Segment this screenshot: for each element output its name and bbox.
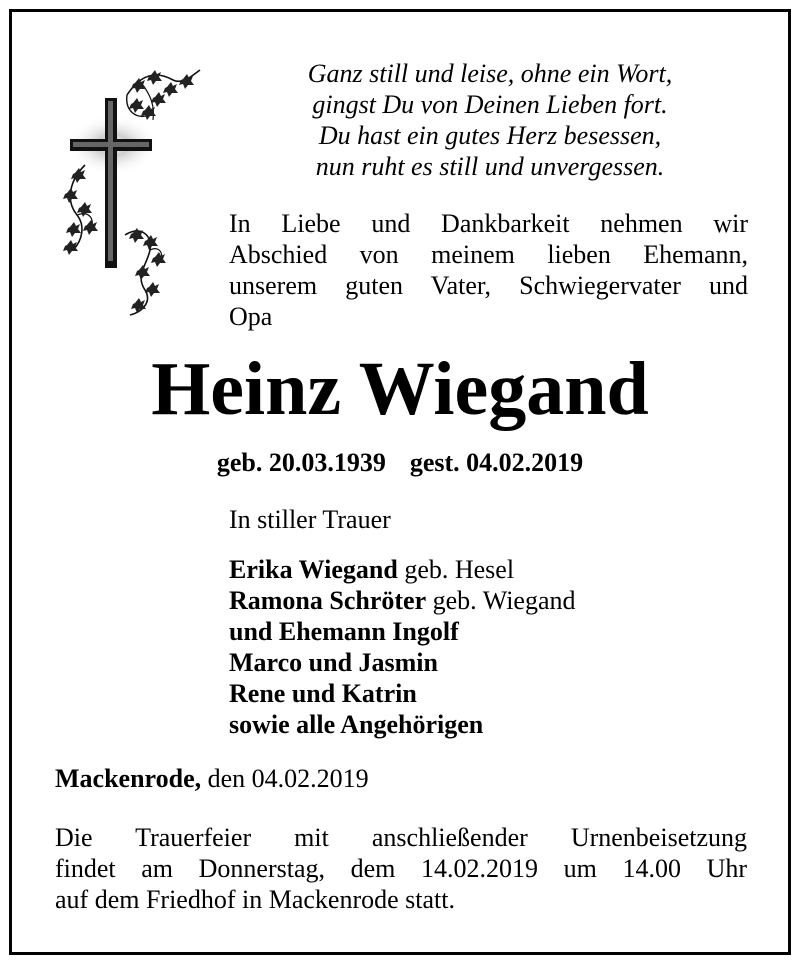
mourner-row — [229, 709, 576, 740]
poem-line: Du hast ein gutes Herz besessen, — [318, 121, 662, 150]
place-date-text: den 04.02.2019 — [201, 764, 369, 793]
death-date: gest. 04.02.2019 — [409, 448, 584, 477]
mourner-name: sowie alle Angehörigen — [229, 710, 484, 739]
poem-line: Ganz still und leise, ohne ein Wort, — [307, 59, 673, 88]
deceased-name: Heinz Wiegand — [151, 347, 649, 431]
mourner-row — [229, 585, 576, 616]
life-dates — [0, 448, 800, 478]
service-line: findet am Donnerstag, dem 14.02.2019 um 14.00 Uhr — [55, 854, 747, 883]
mourner-note: geb. Hesel — [397, 555, 515, 584]
mourner-row — [229, 647, 576, 678]
mourner-row — [229, 616, 576, 647]
mourner-note: geb. Wiegand — [426, 586, 576, 615]
farewell-line: Abschied von meinem lieben Ehemann, — [229, 240, 748, 269]
birth-date: geb. 20.03.1939 — [216, 448, 386, 477]
poem — [230, 58, 750, 182]
farewell-line: Opa — [229, 302, 273, 331]
mourner-name: und Ehemann Ingolf — [229, 617, 459, 646]
mourner-name: Marco und Jasmin — [229, 648, 438, 677]
farewell-line: In Liebe und Dankbarkeit nehmen wir — [229, 209, 748, 238]
mourner-name: Rene und Katrin — [229, 679, 417, 708]
farewell-text — [229, 208, 748, 332]
poem-line: nun ruht es still und unvergessen. — [315, 152, 665, 181]
farewell-line: unserem guten Vater, Schwiegervater und — [229, 271, 748, 300]
place-date — [55, 764, 369, 794]
mourners-list — [229, 554, 576, 740]
poem-line: gingst Du von Deinen Lieben fort. — [312, 90, 668, 119]
mourner-name: Ramona Schröter — [229, 586, 427, 615]
service-info — [55, 822, 747, 915]
cross-with-ivy-icon — [55, 65, 205, 320]
mourning-heading: In stiller Trauer — [229, 505, 391, 534]
service-line: auf dem Friedhof in Mackenrode statt. — [55, 885, 455, 914]
mourner-row — [229, 678, 576, 709]
mourner-name: Erika Wiegand — [229, 555, 398, 584]
place-town: Mackenrode, — [55, 764, 202, 793]
mourner-row — [229, 554, 576, 585]
service-line: Die Trauerfeier mit anschließender Urnenbeisetzung — [55, 823, 747, 852]
